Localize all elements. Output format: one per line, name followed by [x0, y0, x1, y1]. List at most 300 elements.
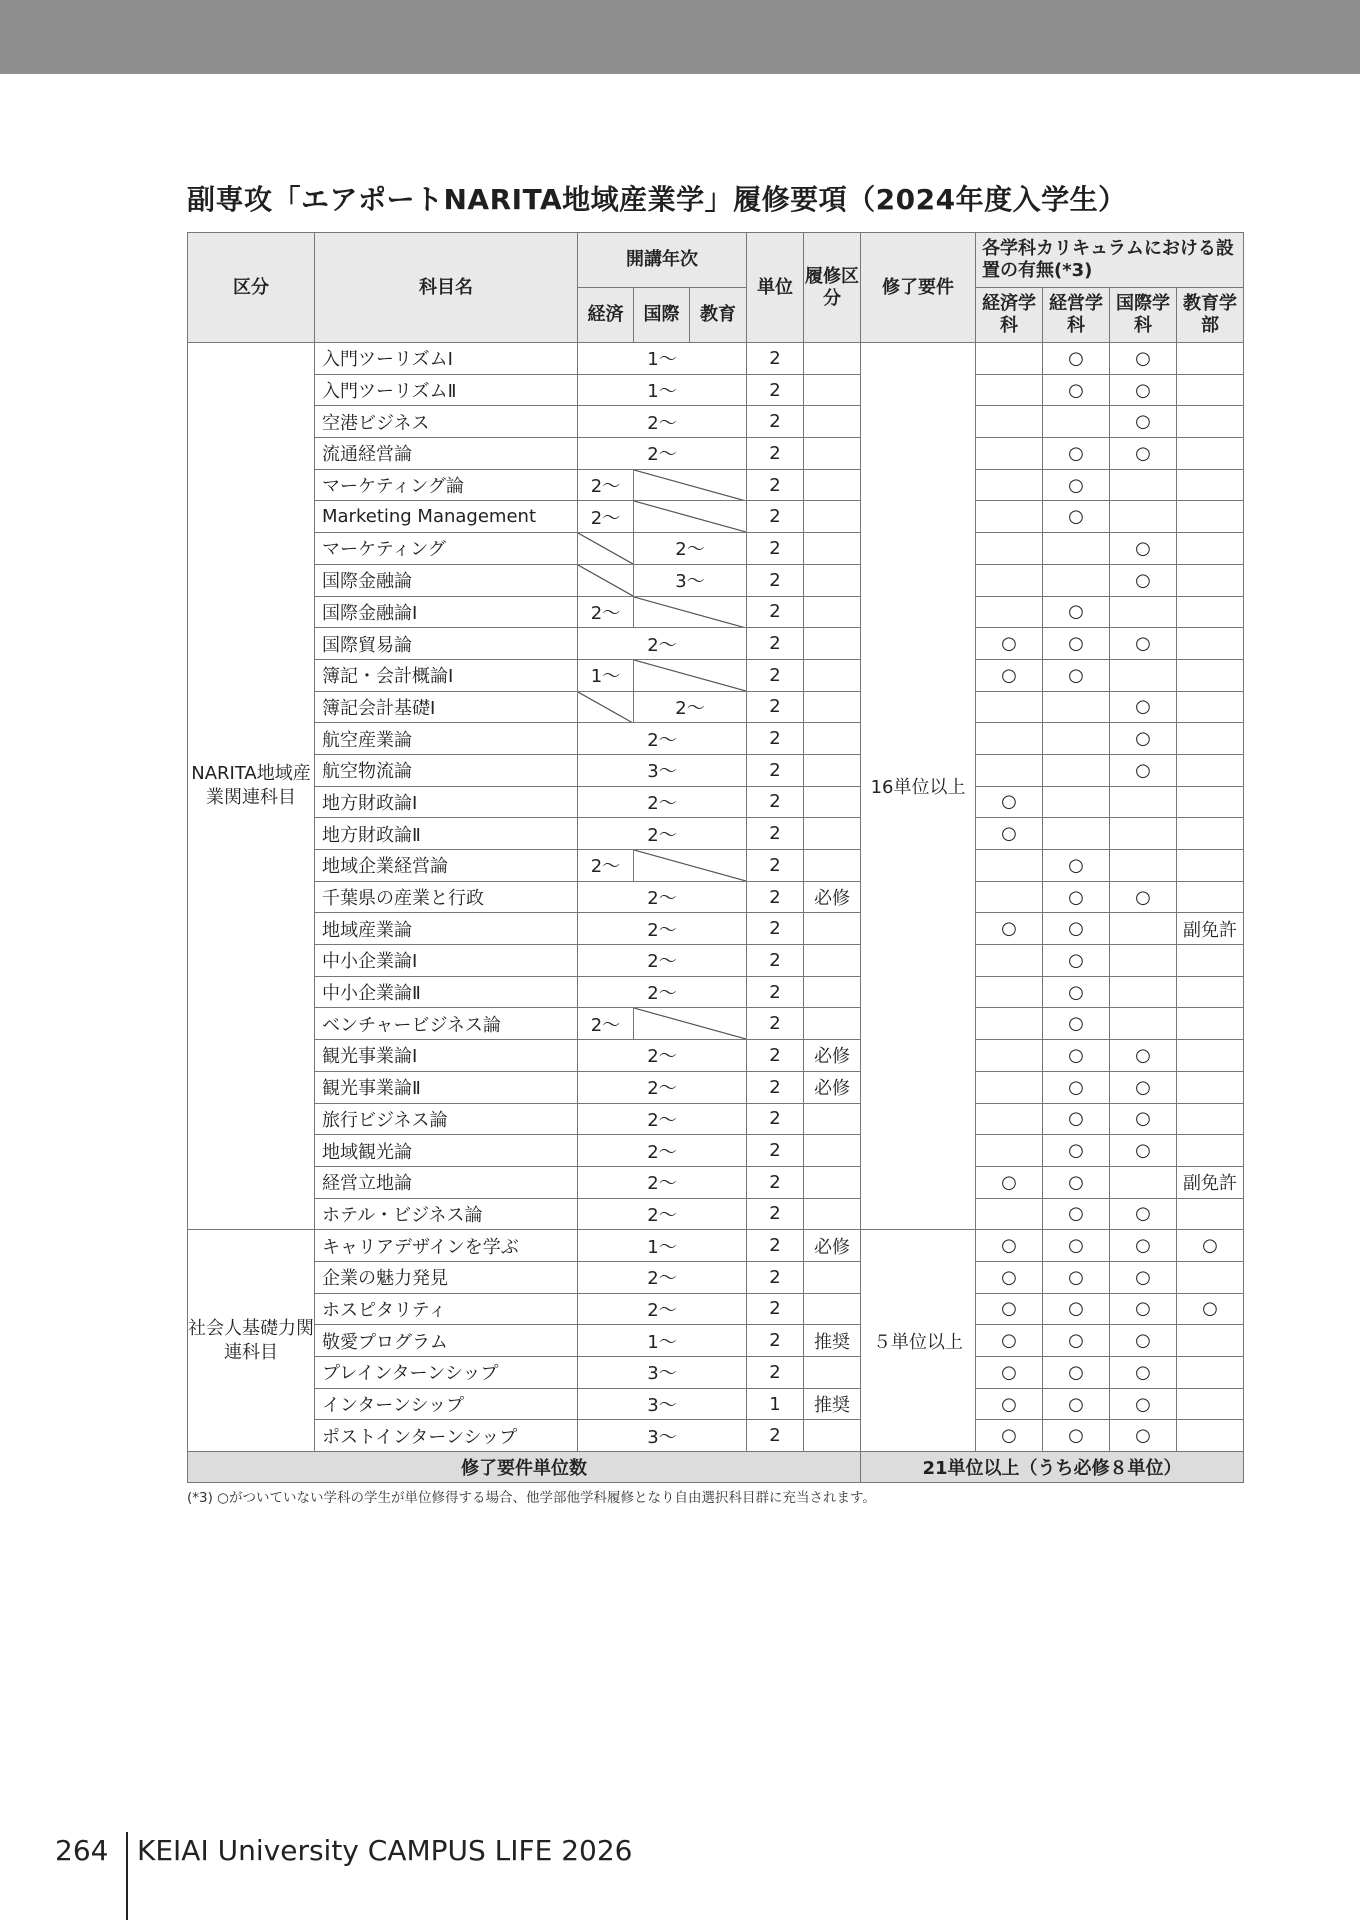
dept-keizai-mark — [976, 1103, 1043, 1135]
year-na-slash — [634, 1008, 747, 1040]
dept-keizai-mark: ○ — [976, 1388, 1043, 1420]
year-cell: 3〜 — [578, 1388, 747, 1420]
subject-name: 地域企業経営論 — [315, 850, 578, 882]
dept-kokusai-mark — [1110, 1166, 1177, 1198]
year-cell: 2〜 — [578, 1071, 747, 1103]
type-cell — [804, 1008, 861, 1040]
dept-keiei-mark: ○ — [1043, 1293, 1110, 1325]
table-row — [188, 1071, 1244, 1103]
dept-keizai-mark: ○ — [976, 1357, 1043, 1389]
dept-kyoiku-mark — [1177, 438, 1244, 470]
type-cell — [804, 1166, 861, 1198]
dept-kyoiku-mark — [1177, 659, 1244, 691]
year-cell: 2〜 — [578, 913, 747, 945]
table-body — [188, 343, 1244, 1452]
dept-keiei-mark: ○ — [1043, 1008, 1110, 1040]
dept-kyoiku-mark — [1177, 976, 1244, 1008]
subject-name: 敬愛プログラム — [315, 1325, 578, 1357]
group-category: NARITA地域産業関連科目 — [188, 343, 315, 1230]
year-na-slash — [578, 564, 634, 596]
dept-kokusai-mark — [1110, 850, 1177, 882]
requirement-cell: 16単位以上 — [861, 343, 976, 1230]
year-na-slash — [634, 501, 747, 533]
dept-keiei-mark — [1043, 691, 1110, 723]
year-cell: 2〜 — [578, 818, 747, 850]
dept-kyoiku-mark — [1177, 1357, 1244, 1389]
units-cell: 1 — [747, 1388, 804, 1420]
subject-name: 空港ビジネス — [315, 406, 578, 438]
table-row — [188, 1135, 1244, 1167]
dept-keiei-mark: ○ — [1043, 374, 1110, 406]
dept-keizai-mark — [976, 1198, 1043, 1230]
dept-kyoiku-mark: 副免許 — [1177, 1166, 1244, 1198]
page-number: 264 — [55, 1834, 109, 1867]
footer-divider — [126, 1832, 128, 1920]
dept-kyoiku-mark — [1177, 945, 1244, 977]
dept-kyoiku-mark — [1177, 754, 1244, 786]
table-row — [188, 818, 1244, 850]
dept-kokusai-mark — [1110, 596, 1177, 628]
header-dept-kokusai: 国際学科 — [1110, 288, 1177, 343]
subject-name: 簿記会計基礎Ⅰ — [315, 691, 578, 723]
year-cell: 2〜 — [578, 438, 747, 470]
table-row — [188, 628, 1244, 660]
dept-keizai-mark — [976, 374, 1043, 406]
type-cell — [804, 564, 861, 596]
total-label: 修了要件単位数 — [188, 1452, 861, 1483]
type-cell — [804, 659, 861, 691]
dept-kyoiku-mark — [1177, 343, 1244, 375]
dept-keizai-mark — [976, 406, 1043, 438]
dept-kyoiku-mark — [1177, 723, 1244, 755]
dept-kyoiku-mark: 副免許 — [1177, 913, 1244, 945]
dept-keizai-mark: ○ — [976, 628, 1043, 660]
subject-name: 国際貿易論 — [315, 628, 578, 660]
header-requirement: 修了要件 — [861, 233, 976, 343]
subject-name: ポストインターンシップ — [315, 1420, 578, 1452]
dept-keiei-mark: ○ — [1043, 659, 1110, 691]
dept-kokusai-mark: ○ — [1110, 881, 1177, 913]
dept-keizai-mark — [976, 945, 1043, 977]
header-year-keizai: 経済 — [578, 288, 634, 343]
year-cell: 2〜 — [578, 406, 747, 438]
dept-keiei-mark: ○ — [1043, 1198, 1110, 1230]
type-cell: 推奨 — [804, 1325, 861, 1357]
dept-kyoiku-mark: ○ — [1177, 1230, 1244, 1262]
type-cell — [804, 406, 861, 438]
table-header — [188, 233, 1244, 343]
units-cell: 2 — [747, 469, 804, 501]
table-row — [188, 1420, 1244, 1452]
dept-keizai-mark — [976, 1040, 1043, 1072]
dept-keiei-mark — [1043, 533, 1110, 565]
dept-keiei-mark: ○ — [1043, 1420, 1110, 1452]
dept-kokusai-mark: ○ — [1110, 1135, 1177, 1167]
dept-kokusai-mark: ○ — [1110, 1293, 1177, 1325]
dept-kyoiku-mark — [1177, 501, 1244, 533]
units-cell: 2 — [747, 723, 804, 755]
year-cell: 2〜 — [578, 1293, 747, 1325]
year-cell: 2〜 — [578, 1008, 634, 1040]
table-row — [188, 406, 1244, 438]
dept-kokusai-mark: ○ — [1110, 438, 1177, 470]
dept-keiei-mark: ○ — [1043, 850, 1110, 882]
year-cell: 2〜 — [578, 1198, 747, 1230]
dept-kokusai-mark: ○ — [1110, 564, 1177, 596]
dept-keizai-mark — [976, 881, 1043, 913]
dept-kokusai-mark: ○ — [1110, 754, 1177, 786]
units-cell: 2 — [747, 786, 804, 818]
subject-name: ホスピタリティ — [315, 1293, 578, 1325]
year-cell: 2〜 — [634, 533, 747, 565]
dept-kyoiku-mark — [1177, 469, 1244, 501]
dept-keiei-mark: ○ — [1043, 438, 1110, 470]
subject-name: マーケティング論 — [315, 469, 578, 501]
table-row — [188, 881, 1244, 913]
subject-name: 地域観光論 — [315, 1135, 578, 1167]
dept-keizai-mark: ○ — [976, 1420, 1043, 1452]
units-cell: 2 — [747, 1420, 804, 1452]
subject-name: 入門ツーリズムⅡ — [315, 374, 578, 406]
table-row — [188, 564, 1244, 596]
type-cell — [804, 1198, 861, 1230]
year-cell: 3〜 — [634, 564, 747, 596]
table-row — [188, 786, 1244, 818]
dept-keiei-mark: ○ — [1043, 1071, 1110, 1103]
dept-kyoiku-mark — [1177, 818, 1244, 850]
dept-kokusai-mark — [1110, 913, 1177, 945]
dept-keiei-mark: ○ — [1043, 501, 1110, 533]
dept-keiei-mark: ○ — [1043, 1103, 1110, 1135]
table-row — [188, 438, 1244, 470]
year-cell: 2〜 — [578, 881, 747, 913]
year-cell: 2〜 — [578, 1103, 747, 1135]
table-row — [188, 1198, 1244, 1230]
subject-name: 簿記・会計概論Ⅰ — [315, 659, 578, 691]
units-cell: 2 — [747, 754, 804, 786]
header-type: 履修区分 — [804, 233, 861, 343]
dept-kokusai-mark: ○ — [1110, 1230, 1177, 1262]
table-row — [188, 1230, 1244, 1262]
dept-kyoiku-mark — [1177, 533, 1244, 565]
dept-keizai-mark — [976, 469, 1043, 501]
dept-kyoiku-mark — [1177, 1071, 1244, 1103]
dept-keiei-mark: ○ — [1043, 1040, 1110, 1072]
year-cell: 2〜 — [578, 469, 634, 501]
dept-kokusai-mark: ○ — [1110, 1071, 1177, 1103]
type-cell — [804, 1135, 861, 1167]
dept-keiei-mark: ○ — [1043, 1230, 1110, 1262]
table-row — [188, 1040, 1244, 1072]
subject-name: インターンシップ — [315, 1388, 578, 1420]
total-row — [188, 1452, 1244, 1483]
type-cell — [804, 691, 861, 723]
type-cell: 推奨 — [804, 1388, 861, 1420]
table-row — [188, 596, 1244, 628]
type-cell — [804, 913, 861, 945]
dept-keiei-mark: ○ — [1043, 1388, 1110, 1420]
dept-kokusai-mark — [1110, 818, 1177, 850]
type-cell — [804, 1357, 861, 1389]
dept-kyoiku-mark — [1177, 1325, 1244, 1357]
dept-keizai-mark — [976, 754, 1043, 786]
type-cell — [804, 945, 861, 977]
dept-kokusai-mark: ○ — [1110, 1103, 1177, 1135]
year-cell: 1〜 — [578, 659, 634, 691]
dept-kokusai-mark — [1110, 945, 1177, 977]
units-cell: 2 — [747, 818, 804, 850]
units-cell: 2 — [747, 976, 804, 1008]
dept-keizai-mark: ○ — [976, 1230, 1043, 1262]
dept-keizai-mark: ○ — [976, 1261, 1043, 1293]
type-cell — [804, 469, 861, 501]
year-cell: 1〜 — [578, 1325, 747, 1357]
dept-kokusai-mark: ○ — [1110, 406, 1177, 438]
subject-name: 経営立地論 — [315, 1166, 578, 1198]
units-cell: 2 — [747, 1166, 804, 1198]
dept-kokusai-mark — [1110, 501, 1177, 533]
header-dept-keiei: 経営学科 — [1043, 288, 1110, 343]
type-cell: 必修 — [804, 1230, 861, 1262]
subject-name: 地域産業論 — [315, 913, 578, 945]
units-cell: 2 — [747, 564, 804, 596]
table-row — [188, 691, 1244, 723]
dept-kokusai-mark — [1110, 659, 1177, 691]
units-cell: 2 — [747, 628, 804, 660]
dept-kyoiku-mark — [1177, 691, 1244, 723]
year-cell: 1〜 — [578, 343, 747, 375]
dept-keiei-mark — [1043, 754, 1110, 786]
dept-keizai-mark — [976, 533, 1043, 565]
subject-name: 中小企業論Ⅰ — [315, 945, 578, 977]
year-cell: 2〜 — [578, 596, 634, 628]
year-cell: 2〜 — [578, 723, 747, 755]
units-cell: 2 — [747, 1135, 804, 1167]
type-cell — [804, 438, 861, 470]
dept-keiei-mark: ○ — [1043, 913, 1110, 945]
type-cell — [804, 976, 861, 1008]
type-cell: 必修 — [804, 1040, 861, 1072]
dept-keiei-mark — [1043, 564, 1110, 596]
units-cell: 2 — [747, 691, 804, 723]
dept-keiei-mark: ○ — [1043, 343, 1110, 375]
dept-keizai-mark: ○ — [976, 1293, 1043, 1325]
table-row — [188, 945, 1244, 977]
year-cell: 3〜 — [578, 1357, 747, 1389]
header-dept-keizai: 経済学科 — [976, 288, 1043, 343]
type-cell: 必修 — [804, 881, 861, 913]
header-year: 開講年次 — [578, 233, 747, 288]
table-row — [188, 469, 1244, 501]
dept-kokusai-mark: ○ — [1110, 723, 1177, 755]
year-cell: 2〜 — [578, 1166, 747, 1198]
type-cell — [804, 533, 861, 565]
dept-kyoiku-mark — [1177, 628, 1244, 660]
header-dept-kyoiku: 教育学部 — [1177, 288, 1244, 343]
table-row — [188, 1008, 1244, 1040]
type-cell — [804, 374, 861, 406]
subject-name: マーケティング — [315, 533, 578, 565]
year-cell: 2〜 — [578, 628, 747, 660]
subject-name: 地方財政論Ⅱ — [315, 818, 578, 850]
units-cell: 2 — [747, 913, 804, 945]
dept-kokusai-mark: ○ — [1110, 1198, 1177, 1230]
dept-kyoiku-mark — [1177, 406, 1244, 438]
units-cell: 2 — [747, 438, 804, 470]
dept-kokusai-mark — [1110, 786, 1177, 818]
subject-name: 中小企業論Ⅱ — [315, 976, 578, 1008]
dept-kyoiku-mark — [1177, 564, 1244, 596]
dept-kokusai-mark: ○ — [1110, 628, 1177, 660]
year-cell: 3〜 — [578, 1420, 747, 1452]
subject-name: 国際金融論 — [315, 564, 578, 596]
year-cell: 1〜 — [578, 374, 747, 406]
units-cell: 2 — [747, 596, 804, 628]
units-cell: 2 — [747, 1230, 804, 1262]
dept-kokusai-mark: ○ — [1110, 691, 1177, 723]
year-cell: 2〜 — [578, 501, 634, 533]
dept-keiei-mark — [1043, 723, 1110, 755]
year-na-slash — [634, 659, 747, 691]
table-row — [188, 659, 1244, 691]
table-row — [188, 723, 1244, 755]
page-title: 副専攻「エアポートNARITA地域産業学」履修要項（2024年度入学生） — [187, 183, 1127, 216]
subject-name: ベンチャービジネス論 — [315, 1008, 578, 1040]
subject-name: 国際金融論Ⅰ — [315, 596, 578, 628]
type-cell — [804, 1261, 861, 1293]
dept-kokusai-mark — [1110, 976, 1177, 1008]
table-row — [188, 1261, 1244, 1293]
units-cell: 2 — [747, 1198, 804, 1230]
year-na-slash — [634, 850, 747, 882]
dept-keiei-mark: ○ — [1043, 628, 1110, 660]
year-na-slash — [578, 691, 634, 723]
dept-keizai-mark — [976, 1135, 1043, 1167]
type-cell — [804, 754, 861, 786]
curriculum-table — [187, 232, 1244, 1483]
dept-kokusai-mark: ○ — [1110, 1261, 1177, 1293]
dept-keizai-mark — [976, 976, 1043, 1008]
footnote: (*3) ○がついていない学科の学生が単位修得する場合、他学部他学科履修となり自由選択科目群に充当されます。 — [187, 1490, 876, 1506]
subject-name: キャリアデザインを学ぶ — [315, 1230, 578, 1262]
type-cell — [804, 723, 861, 755]
subject-name: 旅行ビジネス論 — [315, 1103, 578, 1135]
year-na-slash — [634, 469, 747, 501]
dept-kyoiku-mark: ○ — [1177, 1293, 1244, 1325]
year-cell: 2〜 — [578, 1135, 747, 1167]
dept-keizai-mark — [976, 1071, 1043, 1103]
header-subject: 科目名 — [315, 233, 578, 343]
subject-name: ホテル・ビジネス論 — [315, 1198, 578, 1230]
dept-kokusai-mark: ○ — [1110, 1388, 1177, 1420]
units-cell: 2 — [747, 1357, 804, 1389]
dept-keiei-mark — [1043, 786, 1110, 818]
year-cell: 2〜 — [578, 1261, 747, 1293]
dept-kokusai-mark — [1110, 469, 1177, 501]
year-cell: 1〜 — [578, 1230, 747, 1262]
dept-kyoiku-mark — [1177, 881, 1244, 913]
units-cell: 2 — [747, 1261, 804, 1293]
type-cell — [804, 818, 861, 850]
dept-keiei-mark: ○ — [1043, 596, 1110, 628]
type-cell — [804, 1293, 861, 1325]
table-row — [188, 343, 1244, 375]
dept-keiei-mark: ○ — [1043, 976, 1110, 1008]
year-na-slash — [634, 596, 747, 628]
table-row — [188, 1388, 1244, 1420]
dept-keiei-mark: ○ — [1043, 469, 1110, 501]
dept-kokusai-mark: ○ — [1110, 1325, 1177, 1357]
subject-name: 地方財政論Ⅰ — [315, 786, 578, 818]
type-cell — [804, 343, 861, 375]
table-row — [188, 1103, 1244, 1135]
dept-kyoiku-mark — [1177, 1103, 1244, 1135]
dept-keizai-mark — [976, 564, 1043, 596]
table-row — [188, 1325, 1244, 1357]
table-row — [188, 850, 1244, 882]
dept-kyoiku-mark — [1177, 1420, 1244, 1452]
dept-keizai-mark: ○ — [976, 1325, 1043, 1357]
units-cell: 2 — [747, 850, 804, 882]
table-row — [188, 374, 1244, 406]
dept-keiei-mark: ○ — [1043, 1325, 1110, 1357]
dept-kyoiku-mark — [1177, 1040, 1244, 1072]
subject-name: 観光事業論Ⅱ — [315, 1071, 578, 1103]
dept-kokusai-mark: ○ — [1110, 1420, 1177, 1452]
table-row — [188, 1357, 1244, 1389]
dept-keizai-mark: ○ — [976, 1166, 1043, 1198]
dept-keizai-mark — [976, 691, 1043, 723]
units-cell: 2 — [747, 1040, 804, 1072]
dept-kyoiku-mark — [1177, 1198, 1244, 1230]
header-year-kyoiku: 教育 — [690, 288, 747, 343]
requirement-cell: ５単位以上 — [861, 1230, 976, 1452]
header-category: 区分 — [188, 233, 315, 343]
dept-keizai-mark: ○ — [976, 786, 1043, 818]
units-cell: 2 — [747, 881, 804, 913]
dept-keizai-mark — [976, 438, 1043, 470]
table-row — [188, 501, 1244, 533]
subject-name: 千葉県の産業と行政 — [315, 881, 578, 913]
dept-kyoiku-mark — [1177, 1135, 1244, 1167]
dept-keizai-mark: ○ — [976, 659, 1043, 691]
units-cell: 2 — [747, 1008, 804, 1040]
dept-keizai-mark — [976, 850, 1043, 882]
year-cell: 2〜 — [578, 786, 747, 818]
dept-kyoiku-mark — [1177, 374, 1244, 406]
type-cell: 必修 — [804, 1071, 861, 1103]
dept-keizai-mark — [976, 723, 1043, 755]
dept-keiei-mark: ○ — [1043, 945, 1110, 977]
dept-kokusai-mark: ○ — [1110, 1357, 1177, 1389]
header-units: 単位 — [747, 233, 804, 343]
year-cell: 2〜 — [578, 850, 634, 882]
type-cell — [804, 1420, 861, 1452]
subject-name: プレインターンシップ — [315, 1357, 578, 1389]
units-cell: 2 — [747, 501, 804, 533]
units-cell: 2 — [747, 1071, 804, 1103]
group-category: 社会人基礎力関連科目 — [188, 1230, 315, 1452]
subject-name: 航空物流論 — [315, 754, 578, 786]
subject-name: 企業の魅力発見 — [315, 1261, 578, 1293]
year-cell: 3〜 — [578, 754, 747, 786]
dept-keiei-mark: ○ — [1043, 1357, 1110, 1389]
units-cell: 2 — [747, 1293, 804, 1325]
dept-keizai-mark — [976, 596, 1043, 628]
total-value: 21単位以上（うち必修８単位） — [861, 1452, 1244, 1483]
type-cell — [804, 1103, 861, 1135]
dept-keiei-mark: ○ — [1043, 1261, 1110, 1293]
